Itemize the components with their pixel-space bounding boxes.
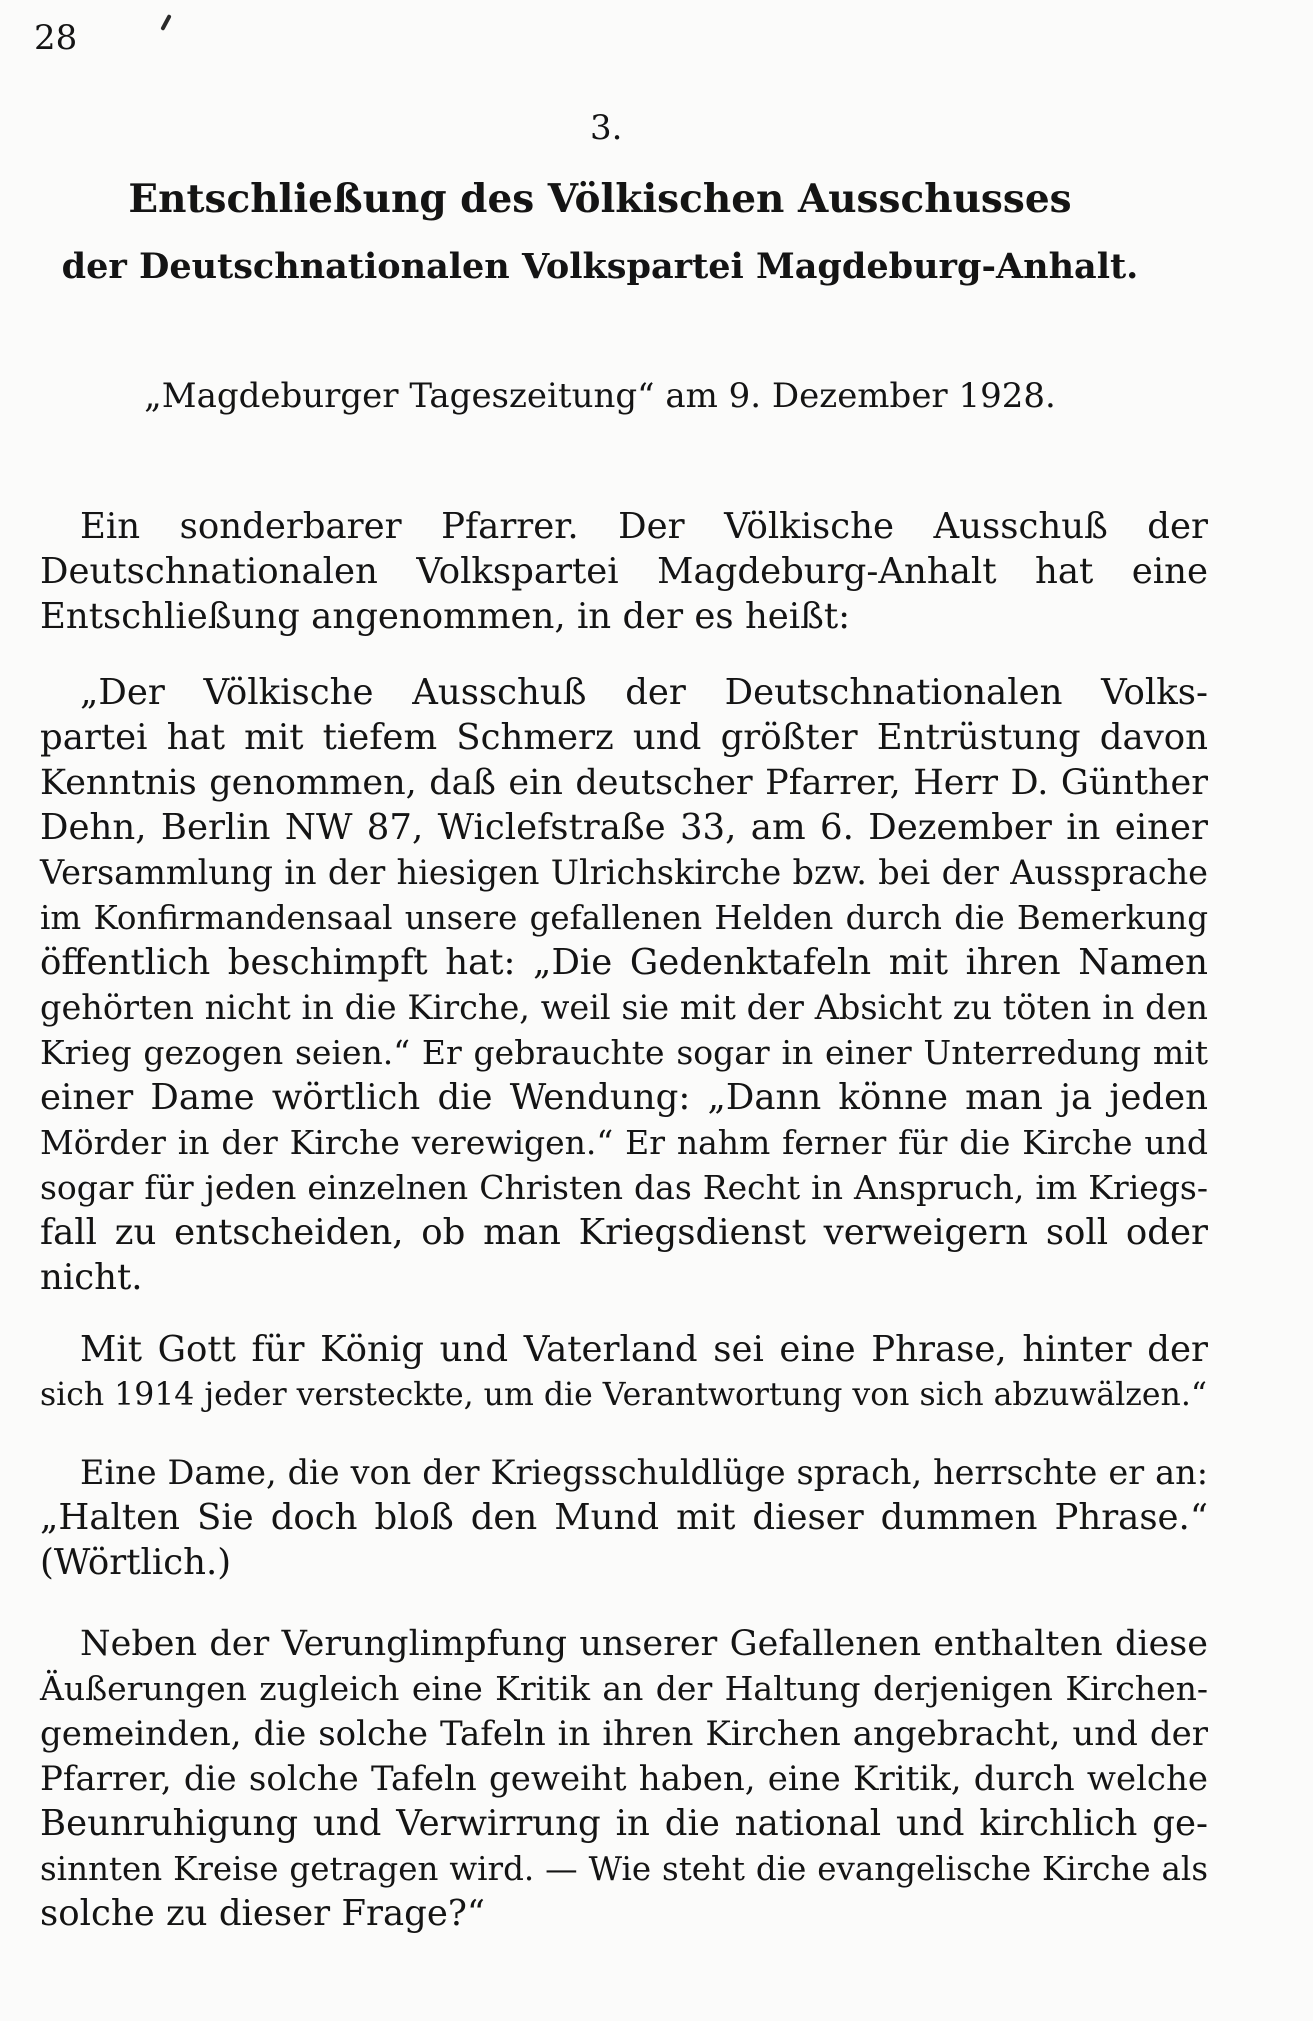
source-line: „Magdeburger Tageszeitung“ am 9. Dezember 1928. bbox=[144, 376, 1056, 416]
text-line: sinnten Kreise getragen wird. — Wie steht die evangelische Kirche als bbox=[40, 1850, 1208, 1888]
text-line: Entschließung angenommen, in der es heißt: bbox=[40, 596, 851, 637]
text-line: Kenntnis genommen, daß ein deutscher Pfarrer, Herr D. Günther bbox=[40, 763, 1208, 803]
text-line: Versammlung in der hiesigen Ulrichskirche bzw. bei der Aussprache bbox=[40, 853, 1208, 892]
title-line-2: der Deutschnationalen Volkspartei Magdeburg-Anhalt. bbox=[61, 246, 1139, 287]
text-line: fall zu entscheiden, ob man Kriegsdienst verweigern soll oder bbox=[40, 1212, 1208, 1253]
text-line: Mörder in der Kirche verewigen.“ Er nahm ferner für die Kirche und bbox=[40, 1123, 1208, 1162]
text-line: Eine Dame, die von der Kriegsschuldlüge sprach, herrschte er an: bbox=[80, 1453, 1208, 1492]
text-line: Äußerungen zugleich eine Kritik an der Haltung derjenigen Kirchen- bbox=[40, 1669, 1208, 1708]
text-line: Deutschnationalen Volkspartei Magdeburg-Anhalt hat eine bbox=[40, 551, 1208, 592]
section-number: 3. bbox=[590, 108, 623, 148]
text-line: „Der Völkische Ausschuß der Deutschnationalen Volks- bbox=[80, 672, 1208, 713]
text-line: (Wörtlich.) bbox=[40, 1542, 232, 1583]
ink-speck bbox=[160, 14, 172, 31]
text-line: Neben der Verunglimpfung unserer Gefallenen enthalten diese bbox=[80, 1624, 1208, 1664]
text-line: partei hat mit tiefem Schmerz und größter Entrüstung davon bbox=[40, 717, 1208, 758]
text-line: Ein sonderbarer Pfarrer. Der Völkische Ausschuß der bbox=[80, 506, 1208, 547]
text-line: Dehn, Berlin NW 87, Wiclefstraße 33, am 6. Dezember in einer bbox=[40, 807, 1208, 848]
page-number: 28 bbox=[34, 18, 78, 58]
text-line: Mit Gott für König und Vaterland sei eine Phrase, hinter der bbox=[80, 1329, 1208, 1370]
text-line: solche zu dieser Frage?“ bbox=[40, 1893, 486, 1934]
text-line: Beunruhigung und Verwirrung in die national und kirchlich ge- bbox=[40, 1803, 1208, 1844]
text-line: Krieg gezogen seien.“ Er gebrauchte sogar in einer Unterredung mit bbox=[40, 1033, 1208, 1072]
text-line: gehörten nicht in die Kirche, weil sie mit der Absicht zu töten in den bbox=[40, 988, 1208, 1027]
text-line: sogar für jeden einzelnen Christen das Recht in Anspruch, im Kriegs- bbox=[40, 1168, 1208, 1207]
text-line: öffentlich beschimpft hat: „Die Gedenktafeln mit ihren Namen bbox=[40, 942, 1208, 983]
text-line: nicht. bbox=[40, 1257, 143, 1298]
title-line-1: Entschließung des Völkischen Ausschusses bbox=[128, 176, 1072, 222]
text-line: „Halten Sie doch bloß den Mund mit dieser dummen Phrase.“ bbox=[40, 1497, 1208, 1538]
text-line: gemeinden, die solche Tafeln in ihren Kirchen angebracht, und der bbox=[40, 1714, 1208, 1754]
text-line: sich 1914 jeder versteckte, um die Verantwortung von sich abzuwälzen.“ bbox=[40, 1377, 1207, 1413]
text-line: im Konfirmandensaal unsere gefallenen Helden durch die Bemerkung bbox=[40, 899, 1208, 937]
text-line: einer Dame wörtlich die Wendung: „Dann könne man ja jeden bbox=[40, 1077, 1208, 1118]
text-line: Pfarrer, die solche Tafeln geweiht haben, eine Kritik, durch welche bbox=[40, 1759, 1208, 1799]
